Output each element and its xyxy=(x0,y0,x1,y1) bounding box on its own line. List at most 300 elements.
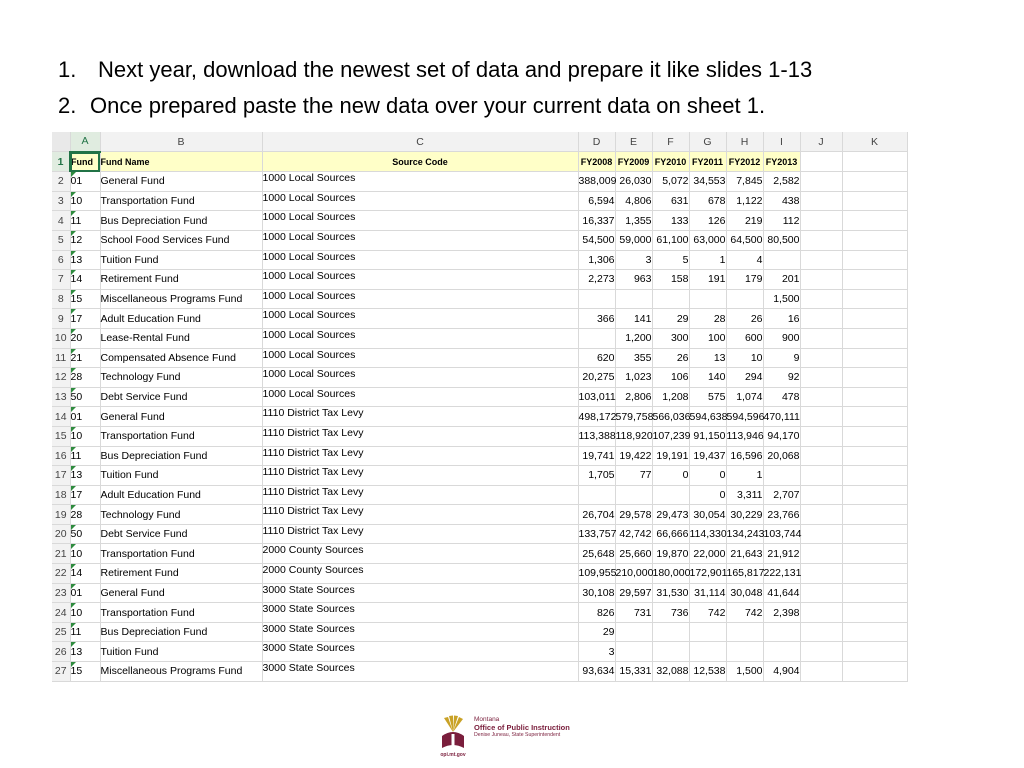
cell-fund-name[interactable]: Transportation Fund xyxy=(100,544,262,564)
cell-fund[interactable]: 21 xyxy=(70,348,100,368)
empty-cell[interactable] xyxy=(800,152,842,172)
cell-amount[interactable]: 963 xyxy=(615,270,652,290)
cell-amount[interactable]: 13 xyxy=(689,348,726,368)
cell-amount[interactable]: 30,054 xyxy=(689,505,726,525)
cell-fund-name[interactable]: School Food Services Fund xyxy=(100,230,262,250)
cell-fund[interactable]: 14 xyxy=(70,564,100,584)
empty-cell[interactable] xyxy=(842,172,907,192)
cell-fund-name[interactable]: Tuition Fund xyxy=(100,250,262,270)
cell-fund[interactable]: 20 xyxy=(70,328,100,348)
row-number[interactable]: 14 xyxy=(52,407,70,427)
cell-amount[interactable]: 7,845 xyxy=(726,172,763,192)
cell-amount[interactable]: 26,030 xyxy=(615,172,652,192)
cell-amount[interactable]: 100 xyxy=(689,328,726,348)
cell-amount[interactable]: 21,643 xyxy=(726,544,763,564)
cell-amount[interactable]: 2,273 xyxy=(578,270,615,290)
cell-amount[interactable]: 5 xyxy=(652,250,689,270)
cell-fund[interactable]: 10 xyxy=(70,603,100,623)
cell-amount[interactable]: 16 xyxy=(763,309,800,329)
cell-amount[interactable]: 0 xyxy=(689,485,726,505)
empty-cell[interactable] xyxy=(800,603,842,623)
cell-amount[interactable]: 5,072 xyxy=(652,172,689,192)
cell-amount[interactable]: 1,500 xyxy=(763,289,800,309)
cell-amount[interactable]: 32,088 xyxy=(652,662,689,682)
empty-cell[interactable] xyxy=(842,426,907,446)
row-number[interactable]: 7 xyxy=(52,270,70,290)
cell-amount[interactable]: 29,578 xyxy=(615,505,652,525)
cell-fund-name[interactable]: General Fund xyxy=(100,172,262,192)
cell-fund[interactable]: 10 xyxy=(70,544,100,564)
cell-amount[interactable]: 26 xyxy=(726,309,763,329)
empty-cell[interactable] xyxy=(842,270,907,290)
cell-source-code[interactable]: 1000 Local Sources xyxy=(262,172,578,192)
empty-cell[interactable] xyxy=(800,328,842,348)
cell-amount[interactable] xyxy=(615,642,652,662)
empty-cell[interactable] xyxy=(842,524,907,544)
cell-amount[interactable]: 63,000 xyxy=(689,230,726,250)
cell-source-code[interactable]: 3000 State Sources xyxy=(262,662,578,682)
cell-amount[interactable]: 165,817 xyxy=(726,564,763,584)
cell-source-code[interactable]: 1000 Local Sources xyxy=(262,387,578,407)
cell-amount[interactable]: 103,744 xyxy=(763,524,800,544)
cell-amount[interactable]: 900 xyxy=(763,328,800,348)
cell-amount[interactable]: 1 xyxy=(689,250,726,270)
cell-amount[interactable] xyxy=(615,289,652,309)
cell-fund-name[interactable]: Debt Service Fund xyxy=(100,387,262,407)
cell-amount[interactable]: 29 xyxy=(652,309,689,329)
row-number[interactable]: 27 xyxy=(52,662,70,682)
row-number[interactable]: 15 xyxy=(52,426,70,446)
empty-cell[interactable] xyxy=(842,191,907,211)
cell-amount[interactable]: 388,009 xyxy=(578,172,615,192)
row-number[interactable]: 17 xyxy=(52,466,70,486)
cell-amount[interactable] xyxy=(763,466,800,486)
cell-amount[interactable]: 109,955 xyxy=(578,564,615,584)
cell-amount[interactable]: 3,311 xyxy=(726,485,763,505)
cell-fund[interactable]: 01 xyxy=(70,172,100,192)
column-header-i[interactable]: I xyxy=(763,132,800,152)
cell-source-code[interactable]: 1110 District Tax Levy xyxy=(262,505,578,525)
row-number[interactable]: 22 xyxy=(52,564,70,584)
cell-source-code[interactable]: 1000 Local Sources xyxy=(262,309,578,329)
cell-fund-name[interactable]: Lease-Rental Fund xyxy=(100,328,262,348)
empty-cell[interactable] xyxy=(842,368,907,388)
row-number[interactable]: 24 xyxy=(52,603,70,623)
cell-source-code[interactable]: 1110 District Tax Levy xyxy=(262,485,578,505)
empty-cell[interactable] xyxy=(842,564,907,584)
cell-fund[interactable]: 01 xyxy=(70,583,100,603)
row-number[interactable]: 1 xyxy=(52,152,70,172)
cell-amount[interactable]: 3 xyxy=(615,250,652,270)
cell-amount[interactable]: 826 xyxy=(578,603,615,623)
empty-cell[interactable] xyxy=(800,387,842,407)
cell-amount[interactable]: 0 xyxy=(652,466,689,486)
empty-cell[interactable] xyxy=(842,328,907,348)
cell-amount[interactable]: 19,191 xyxy=(652,446,689,466)
cell-source-code[interactable]: 3000 State Sources xyxy=(262,603,578,623)
cell-amount[interactable]: 355 xyxy=(615,348,652,368)
cell-amount[interactable]: 94,170 xyxy=(763,426,800,446)
cell-amount[interactable]: 21,912 xyxy=(763,544,800,564)
cell-fund-name[interactable]: General Fund xyxy=(100,407,262,427)
empty-cell[interactable] xyxy=(800,289,842,309)
cell-fund[interactable]: 28 xyxy=(70,368,100,388)
cell-fund[interactable]: 10 xyxy=(70,191,100,211)
cell-amount[interactable] xyxy=(689,622,726,642)
empty-cell[interactable] xyxy=(842,230,907,250)
cell-amount[interactable]: 172,901 xyxy=(689,564,726,584)
cell-amount[interactable]: 438 xyxy=(763,191,800,211)
cell-amount[interactable]: 64,500 xyxy=(726,230,763,250)
row-number[interactable]: 3 xyxy=(52,191,70,211)
cell-fund[interactable]: 17 xyxy=(70,309,100,329)
cell-fund[interactable]: 10 xyxy=(70,426,100,446)
cell-amount[interactable]: 25,648 xyxy=(578,544,615,564)
cell-amount[interactable]: 112 xyxy=(763,211,800,231)
cell-amount[interactable]: 4,904 xyxy=(763,662,800,682)
cell-amount[interactable]: 61,100 xyxy=(652,230,689,250)
cell-fund[interactable]: 01 xyxy=(70,407,100,427)
cell-fund-name[interactable]: Debt Service Fund xyxy=(100,524,262,544)
cell-amount[interactable]: 594,638 xyxy=(689,407,726,427)
row-number[interactable]: 8 xyxy=(52,289,70,309)
cell-fund[interactable]: 50 xyxy=(70,524,100,544)
cell-amount[interactable]: 0 xyxy=(689,466,726,486)
empty-cell[interactable] xyxy=(800,544,842,564)
cell-fund-name[interactable]: Compensated Absence Fund xyxy=(100,348,262,368)
row-number[interactable]: 16 xyxy=(52,446,70,466)
cell-amount[interactable]: 34,553 xyxy=(689,172,726,192)
cell-year-header[interactable]: FY2013 xyxy=(763,152,800,172)
row-number[interactable]: 5 xyxy=(52,230,70,250)
empty-cell[interactable] xyxy=(800,524,842,544)
cell-source-code[interactable]: 1110 District Tax Levy xyxy=(262,446,578,466)
empty-cell[interactable] xyxy=(842,642,907,662)
cell-amount[interactable]: 16,337 xyxy=(578,211,615,231)
cell-amount[interactable]: 210,000 xyxy=(615,564,652,584)
cell-amount[interactable] xyxy=(578,289,615,309)
cell-source-code[interactable]: 3000 State Sources xyxy=(262,642,578,662)
cell-amount[interactable]: 113,388 xyxy=(578,426,615,446)
cell-amount[interactable] xyxy=(615,622,652,642)
empty-cell[interactable] xyxy=(842,466,907,486)
cell-amount[interactable]: 103,011 xyxy=(578,387,615,407)
cell-amount[interactable]: 201 xyxy=(763,270,800,290)
cell-fund[interactable]: 17 xyxy=(70,485,100,505)
cell-source-code[interactable]: 3000 State Sources xyxy=(262,622,578,642)
cell-amount[interactable] xyxy=(652,642,689,662)
cell-fund-name[interactable]: Bus Depreciation Fund xyxy=(100,446,262,466)
cell-amount[interactable]: 2,582 xyxy=(763,172,800,192)
cell-amount[interactable]: 91,150 xyxy=(689,426,726,446)
cell-amount[interactable]: 26 xyxy=(652,348,689,368)
cell-amount[interactable] xyxy=(726,289,763,309)
cell-amount[interactable]: 222,131 xyxy=(763,564,800,584)
cell-amount[interactable]: 19,870 xyxy=(652,544,689,564)
cell-amount[interactable]: 579,758 xyxy=(615,407,652,427)
empty-cell[interactable] xyxy=(800,622,842,642)
cell-amount[interactable]: 25,660 xyxy=(615,544,652,564)
cell-amount[interactable] xyxy=(689,289,726,309)
empty-cell[interactable] xyxy=(842,622,907,642)
row-number[interactable]: 23 xyxy=(52,583,70,603)
cell-amount[interactable] xyxy=(652,289,689,309)
row-number[interactable]: 20 xyxy=(52,524,70,544)
cell-amount[interactable]: 1,355 xyxy=(615,211,652,231)
cell-amount[interactable] xyxy=(578,328,615,348)
cell-amount[interactable]: 3 xyxy=(578,642,615,662)
cell-amount[interactable]: 2,806 xyxy=(615,387,652,407)
column-header-j[interactable]: J xyxy=(800,132,842,152)
cell-amount[interactable] xyxy=(726,642,763,662)
cell-amount[interactable]: 575 xyxy=(689,387,726,407)
cell-year-header[interactable]: FY2008 xyxy=(578,152,615,172)
cell-fund[interactable]: 14 xyxy=(70,270,100,290)
cell-amount[interactable]: 4,806 xyxy=(615,191,652,211)
cell-amount[interactable]: 731 xyxy=(615,603,652,623)
cell-amount[interactable]: 12,538 xyxy=(689,662,726,682)
cell-amount[interactable]: 1,500 xyxy=(726,662,763,682)
cell-fund-name[interactable]: Retirement Fund xyxy=(100,564,262,584)
cell-source-code[interactable]: 1000 Local Sources xyxy=(262,328,578,348)
empty-cell[interactable] xyxy=(800,172,842,192)
cell-fund-name[interactable]: Transportation Fund xyxy=(100,191,262,211)
cell-amount[interactable]: 179 xyxy=(726,270,763,290)
cell-amount[interactable] xyxy=(689,642,726,662)
cell-amount[interactable]: 20,275 xyxy=(578,368,615,388)
cell-amount[interactable]: 1,074 xyxy=(726,387,763,407)
cell-amount[interactable]: 29,597 xyxy=(615,583,652,603)
cell-amount[interactable]: 59,000 xyxy=(615,230,652,250)
empty-cell[interactable] xyxy=(842,446,907,466)
cell-fund-name[interactable]: Bus Depreciation Fund xyxy=(100,622,262,642)
cell-fund[interactable]: 13 xyxy=(70,466,100,486)
cell-year-header[interactable]: FY2009 xyxy=(615,152,652,172)
cell-amount[interactable]: 1,306 xyxy=(578,250,615,270)
cell-amount[interactable]: 2,398 xyxy=(763,603,800,623)
cell-amount[interactable]: 22,000 xyxy=(689,544,726,564)
row-number[interactable]: 13 xyxy=(52,387,70,407)
cell-amount[interactable]: 133 xyxy=(652,211,689,231)
cell-amount[interactable]: 19,741 xyxy=(578,446,615,466)
cell-fund[interactable]: 13 xyxy=(70,642,100,662)
column-header-d[interactable]: D xyxy=(578,132,615,152)
empty-cell[interactable] xyxy=(800,583,842,603)
cell-fund[interactable]: 11 xyxy=(70,211,100,231)
empty-cell[interactable] xyxy=(800,662,842,682)
cell-amount[interactable]: 41,644 xyxy=(763,583,800,603)
cell-amount[interactable]: 294 xyxy=(726,368,763,388)
cell-amount[interactable]: 594,596 xyxy=(726,407,763,427)
cell-year-header[interactable]: FY2010 xyxy=(652,152,689,172)
cell-fund-name[interactable]: Tuition Fund xyxy=(100,642,262,662)
cell-source-code[interactable]: 1000 Local Sources xyxy=(262,191,578,211)
empty-cell[interactable] xyxy=(842,583,907,603)
cell-fund-name[interactable]: Miscellaneous Programs Fund xyxy=(100,289,262,309)
cell-amount[interactable]: 16,596 xyxy=(726,446,763,466)
cell-amount[interactable]: 20,068 xyxy=(763,446,800,466)
cell-amount[interactable]: 1,122 xyxy=(726,191,763,211)
cell-amount[interactable] xyxy=(763,622,800,642)
cell-amount[interactable]: 9 xyxy=(763,348,800,368)
cell-amount[interactable] xyxy=(726,622,763,642)
empty-cell[interactable] xyxy=(842,485,907,505)
row-number[interactable]: 4 xyxy=(52,211,70,231)
empty-cell[interactable] xyxy=(800,505,842,525)
cell-fund[interactable]: 50 xyxy=(70,387,100,407)
cell-amount[interactable]: 742 xyxy=(689,603,726,623)
cell-amount[interactable]: 54,500 xyxy=(578,230,615,250)
cell-fund-name[interactable]: Tuition Fund xyxy=(100,466,262,486)
cell-amount[interactable] xyxy=(763,250,800,270)
column-header-f[interactable]: F xyxy=(652,132,689,152)
cell-amount[interactable]: 92 xyxy=(763,368,800,388)
cell-amount[interactable]: 134,243 xyxy=(726,524,763,544)
cell-amount[interactable]: 107,239 xyxy=(652,426,689,446)
empty-cell[interactable] xyxy=(800,270,842,290)
cell-amount[interactable]: 566,036 xyxy=(652,407,689,427)
cell-source-code[interactable]: 1000 Local Sources xyxy=(262,348,578,368)
cell-fund-name[interactable]: General Fund xyxy=(100,583,262,603)
column-header-b[interactable]: B xyxy=(100,132,262,152)
cell-amount[interactable] xyxy=(652,485,689,505)
cell-source-code-header[interactable]: Source Code xyxy=(262,152,578,172)
cell-amount[interactable]: 366 xyxy=(578,309,615,329)
cell-fund[interactable]: 15 xyxy=(70,662,100,682)
cell-amount[interactable]: 30,108 xyxy=(578,583,615,603)
cell-fund-name[interactable]: Technology Fund xyxy=(100,368,262,388)
empty-cell[interactable] xyxy=(800,426,842,446)
row-number[interactable]: 25 xyxy=(52,622,70,642)
empty-cell[interactable] xyxy=(842,152,907,172)
empty-cell[interactable] xyxy=(842,505,907,525)
cell-fund-name[interactable]: Adult Education Fund xyxy=(100,485,262,505)
cell-source-code[interactable]: 1110 District Tax Levy xyxy=(262,524,578,544)
cell-source-code[interactable]: 1000 Local Sources xyxy=(262,250,578,270)
cell-amount[interactable]: 126 xyxy=(689,211,726,231)
empty-cell[interactable] xyxy=(842,603,907,623)
cell-fund-name[interactable]: Transportation Fund xyxy=(100,603,262,623)
empty-cell[interactable] xyxy=(842,211,907,231)
cell-amount[interactable]: 133,757 xyxy=(578,524,615,544)
cell-fund[interactable]: 11 xyxy=(70,622,100,642)
cell-amount[interactable]: 478 xyxy=(763,387,800,407)
cell-amount[interactable]: 30,048 xyxy=(726,583,763,603)
empty-cell[interactable] xyxy=(842,544,907,564)
cell-year-header[interactable]: FY2012 xyxy=(726,152,763,172)
cell-amount[interactable]: 42,742 xyxy=(615,524,652,544)
column-header-k[interactable]: K xyxy=(842,132,907,152)
cell-amount[interactable]: 736 xyxy=(652,603,689,623)
cell-fund-name[interactable]: Bus Depreciation Fund xyxy=(100,211,262,231)
column-header-h[interactable]: H xyxy=(726,132,763,152)
empty-cell[interactable] xyxy=(800,348,842,368)
cell-amount[interactable]: 678 xyxy=(689,191,726,211)
column-header-a[interactable]: A xyxy=(70,132,100,152)
cell-amount[interactable]: 19,437 xyxy=(689,446,726,466)
cell-amount[interactable]: 1,705 xyxy=(578,466,615,486)
empty-cell[interactable] xyxy=(800,250,842,270)
cell-amount[interactable]: 30,229 xyxy=(726,505,763,525)
cell-amount[interactable]: 77 xyxy=(615,466,652,486)
cell-amount[interactable] xyxy=(578,485,615,505)
cell-fund-name[interactable]: Retirement Fund xyxy=(100,270,262,290)
cell-fund-name-header[interactable]: Fund Name xyxy=(100,152,262,172)
row-number[interactable]: 10 xyxy=(52,328,70,348)
cell-amount[interactable]: 1,208 xyxy=(652,387,689,407)
cell-fund[interactable]: 15 xyxy=(70,289,100,309)
cell-fund[interactable]: 11 xyxy=(70,446,100,466)
cell-source-code[interactable]: 1000 Local Sources xyxy=(262,211,578,231)
cell-amount[interactable]: 4 xyxy=(726,250,763,270)
cell-fund-header[interactable]: Fund xyxy=(70,152,100,172)
cell-amount[interactable]: 113,946 xyxy=(726,426,763,446)
cell-amount[interactable]: 498,172 xyxy=(578,407,615,427)
empty-cell[interactable] xyxy=(800,309,842,329)
empty-cell[interactable] xyxy=(800,642,842,662)
cell-fund[interactable]: 13 xyxy=(70,250,100,270)
cell-source-code[interactable]: 1110 District Tax Levy xyxy=(262,426,578,446)
row-number[interactable]: 12 xyxy=(52,368,70,388)
cell-amount[interactable]: 26,704 xyxy=(578,505,615,525)
cell-amount[interactable]: 158 xyxy=(652,270,689,290)
cell-amount[interactable]: 29,473 xyxy=(652,505,689,525)
cell-amount[interactable]: 219 xyxy=(726,211,763,231)
empty-cell[interactable] xyxy=(800,485,842,505)
cell-amount[interactable]: 1,023 xyxy=(615,368,652,388)
cell-amount[interactable]: 140 xyxy=(689,368,726,388)
cell-amount[interactable]: 600 xyxy=(726,328,763,348)
cell-amount[interactable]: 620 xyxy=(578,348,615,368)
row-number[interactable]: 19 xyxy=(52,505,70,525)
cell-source-code[interactable]: 1000 Local Sources xyxy=(262,368,578,388)
cell-source-code[interactable]: 1110 District Tax Levy xyxy=(262,466,578,486)
cell-amount[interactable]: 80,500 xyxy=(763,230,800,250)
cell-source-code[interactable]: 2000 County Sources xyxy=(262,564,578,584)
cell-amount[interactable]: 141 xyxy=(615,309,652,329)
cell-amount[interactable]: 631 xyxy=(652,191,689,211)
select-all-corner[interactable] xyxy=(52,132,70,152)
cell-amount[interactable]: 29 xyxy=(578,622,615,642)
cell-fund-name[interactable]: Technology Fund xyxy=(100,505,262,525)
cell-amount[interactable]: 19,422 xyxy=(615,446,652,466)
empty-cell[interactable] xyxy=(800,230,842,250)
cell-source-code[interactable]: 1110 District Tax Levy xyxy=(262,407,578,427)
cell-fund-name[interactable]: Transportation Fund xyxy=(100,426,262,446)
empty-cell[interactable] xyxy=(800,466,842,486)
row-number[interactable]: 11 xyxy=(52,348,70,368)
column-header-e[interactable]: E xyxy=(615,132,652,152)
cell-amount[interactable]: 93,634 xyxy=(578,662,615,682)
cell-amount[interactable]: 180,000 xyxy=(652,564,689,584)
cell-amount[interactable]: 470,111 xyxy=(763,407,800,427)
cell-amount[interactable]: 1 xyxy=(726,466,763,486)
cell-amount[interactable]: 106 xyxy=(652,368,689,388)
column-header-c[interactable]: C xyxy=(262,132,578,152)
empty-cell[interactable] xyxy=(800,368,842,388)
cell-fund-name[interactable]: Adult Education Fund xyxy=(100,309,262,329)
row-number[interactable]: 26 xyxy=(52,642,70,662)
cell-amount[interactable]: 28 xyxy=(689,309,726,329)
empty-cell[interactable] xyxy=(842,348,907,368)
empty-cell[interactable] xyxy=(842,309,907,329)
cell-amount[interactable]: 742 xyxy=(726,603,763,623)
cell-source-code[interactable]: 1000 Local Sources xyxy=(262,230,578,250)
cell-amount[interactable] xyxy=(615,485,652,505)
row-number[interactable]: 9 xyxy=(52,309,70,329)
cell-amount[interactable]: 23,766 xyxy=(763,505,800,525)
empty-cell[interactable] xyxy=(800,564,842,584)
